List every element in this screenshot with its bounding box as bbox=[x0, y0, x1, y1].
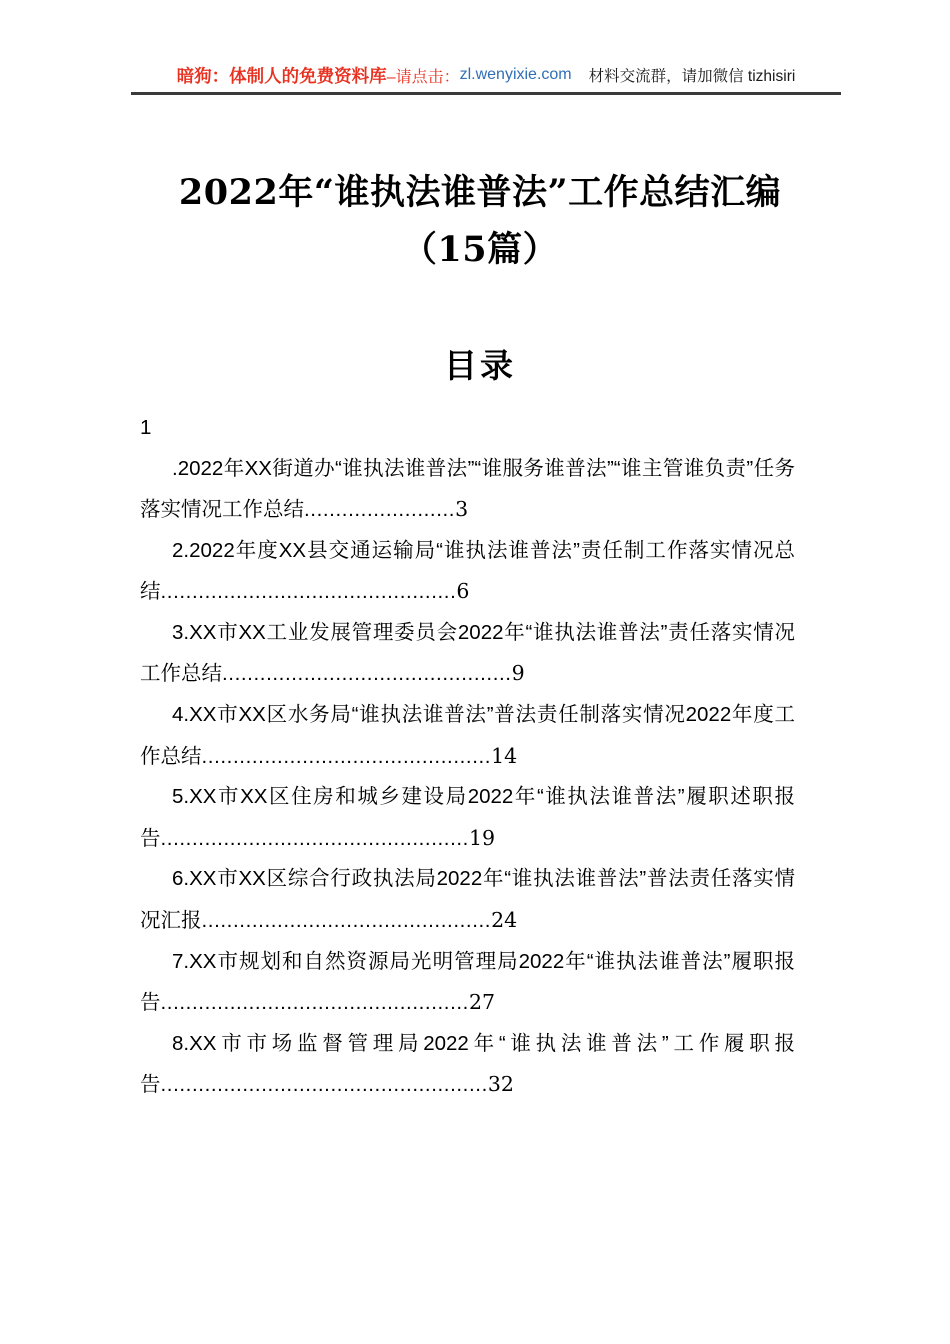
toc-entry-number: 7. bbox=[172, 949, 190, 973]
toc-page-number: 24 bbox=[491, 907, 518, 932]
toc-page-number: 3 bbox=[455, 497, 469, 522]
toc-entry[interactable] bbox=[140, 859, 795, 941]
toc-page-number: 19 bbox=[468, 825, 496, 850]
header-divider bbox=[131, 92, 841, 95]
toc-entry[interactable] bbox=[140, 777, 795, 859]
toc-page-number: 6 bbox=[456, 579, 470, 604]
toc-entry-title: XX市XX工业发展管理委员会2022年“谁执法谁普法”责任落实情况工作总结 bbox=[140, 620, 795, 686]
toc-entry-number: 5. bbox=[172, 785, 190, 809]
toc-leader-dots: .............................................. bbox=[222, 662, 512, 686]
toc-entry[interactable] bbox=[140, 408, 795, 531]
toc-entry-title: XX市规划和自然资源局光明管理局2022年“谁执法谁普法”履职报告 bbox=[140, 949, 795, 1015]
toc-entry-number: 2. bbox=[172, 538, 190, 562]
promo-header bbox=[131, 58, 841, 92]
toc-entry-title: XX市XX区住房和城乡建设局2022年“谁执法谁普法”履职述职报告 bbox=[140, 785, 795, 850]
promo-prompt-text: –请点击： bbox=[386, 68, 460, 86]
toc-entry[interactable] bbox=[140, 1024, 795, 1106]
toc-heading: 目录 bbox=[444, 346, 516, 385]
toc-leader-dots: ................................................. bbox=[160, 991, 469, 1015]
toc-entry[interactable] bbox=[140, 942, 795, 1024]
toc-list bbox=[140, 408, 795, 1106]
promo-note-text: 材料交流群，请加微信 tizhisiri bbox=[588, 68, 796, 85]
toc-page-number: 9 bbox=[511, 661, 525, 686]
toc-entry-number: 8. bbox=[172, 1031, 190, 1055]
promo-link[interactable]: zl.wenyixie.com bbox=[459, 66, 572, 83]
toc-entry[interactable] bbox=[140, 695, 795, 777]
toc-entry-number: 1 bbox=[140, 416, 152, 439]
toc-leader-dots: .............................................. bbox=[201, 744, 492, 768]
toc-entry[interactable] bbox=[140, 531, 795, 613]
toc-leader-dots: .............................................. bbox=[201, 908, 492, 932]
toc-entry-title: XX市XX区水务局“谁执法谁普法”普法责任制落实情况2022年度工作总结 bbox=[140, 703, 795, 768]
toc-page-number: 27 bbox=[468, 990, 496, 1015]
toc-entry-title: XX市市场监督管理局2022年“谁执法谁普法”工作履职报告 bbox=[140, 1031, 795, 1097]
document-title: 2022年“谁执法谁普法”工作总结汇编（15篇） bbox=[178, 172, 782, 270]
toc-entry-title: 2022年度XX县交通运输局“谁执法谁普法”责任制工作落实情况总结 bbox=[140, 538, 795, 604]
toc-leader-dots: ............................................... bbox=[160, 580, 457, 604]
toc-entry-number: 4. bbox=[172, 703, 190, 727]
toc-entry-number: 6. bbox=[172, 867, 190, 891]
toc-leader-dots: .................................................... bbox=[160, 1073, 488, 1097]
toc-entry[interactable] bbox=[140, 613, 795, 695]
toc-entry-title: XX市XX区综合行政执法局2022年“谁执法谁普法”普法责任落实情况汇报 bbox=[140, 867, 795, 932]
toc-page-number: 14 bbox=[491, 743, 518, 768]
toc-page-number: 32 bbox=[487, 1072, 514, 1097]
toc-entry-title: .2022年XX街道办“谁执法谁普法”“谁服务谁普法”“谁主管谁负责”任务落实情况工作总结 bbox=[140, 456, 795, 522]
toc-leader-dots: ........................ bbox=[304, 498, 456, 522]
toc-entry-number: 3. bbox=[172, 620, 190, 644]
promo-brand-text: 暗狗：体制人的免费资料库 bbox=[176, 65, 387, 86]
toc-leader-dots: ................................................. bbox=[160, 826, 469, 850]
